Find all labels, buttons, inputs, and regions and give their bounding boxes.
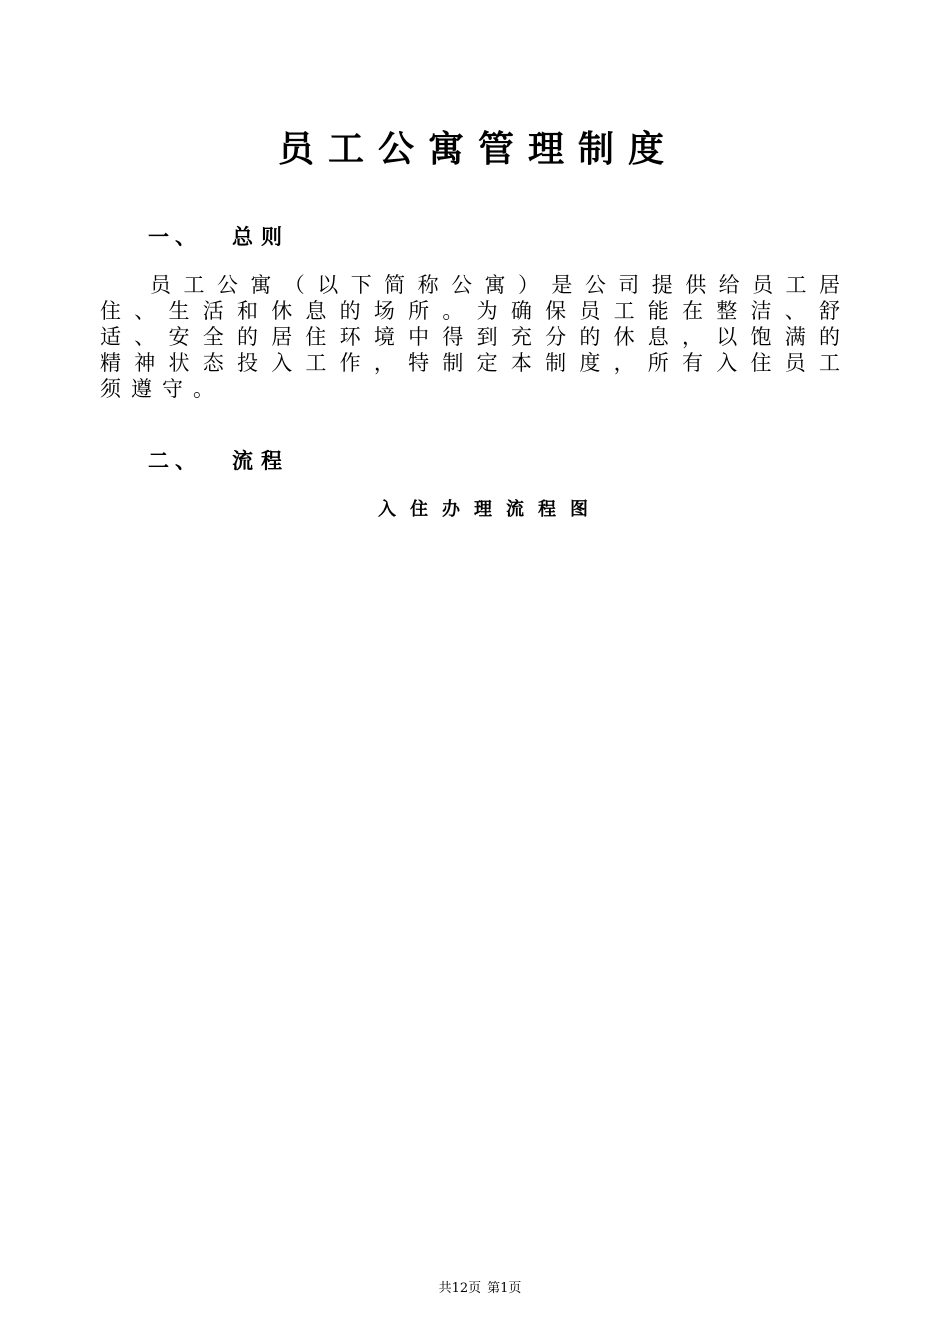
- section-title: 流程: [232, 449, 290, 473]
- general-paragraph: [100, 272, 840, 402]
- total-pages: 共12页: [438, 1281, 482, 1296]
- page-footer: [0, 1280, 950, 1298]
- paragraph-line: 住 、 生 活 和 休 息 的 场 所 。 为 确 保 员 工 能 在 整 洁 、 舒: [100, 299, 840, 323]
- section-heading-general: [148, 223, 290, 251]
- section-title: 总则: [232, 225, 290, 249]
- paragraph-line: 须遵守。: [100, 377, 224, 401]
- flowchart-caption: 入住办理流程图: [378, 499, 602, 520]
- paragraph-line: 精 神 状 态 投 入 工 作 ， 特 制 定 本 制 度 ， 所 有 入 住 员 工: [100, 351, 840, 375]
- section-number: 一、: [148, 225, 202, 249]
- current-page: 第1页: [487, 1281, 522, 1296]
- paragraph-line: 员 工 公 寓 （ 以 下 简 称 公 寓 ） 是 公 司 提 供 给 员 工 居: [150, 273, 840, 297]
- section-heading-process: [148, 447, 290, 475]
- document-title: 员工公寓管理制度: [277, 129, 678, 170]
- section-number: 二、: [148, 449, 202, 473]
- paragraph-line: 适 、 安 全 的 居 住 环 境 中 得 到 充 分 的 休 息 ， 以 饱 满 的: [100, 325, 840, 349]
